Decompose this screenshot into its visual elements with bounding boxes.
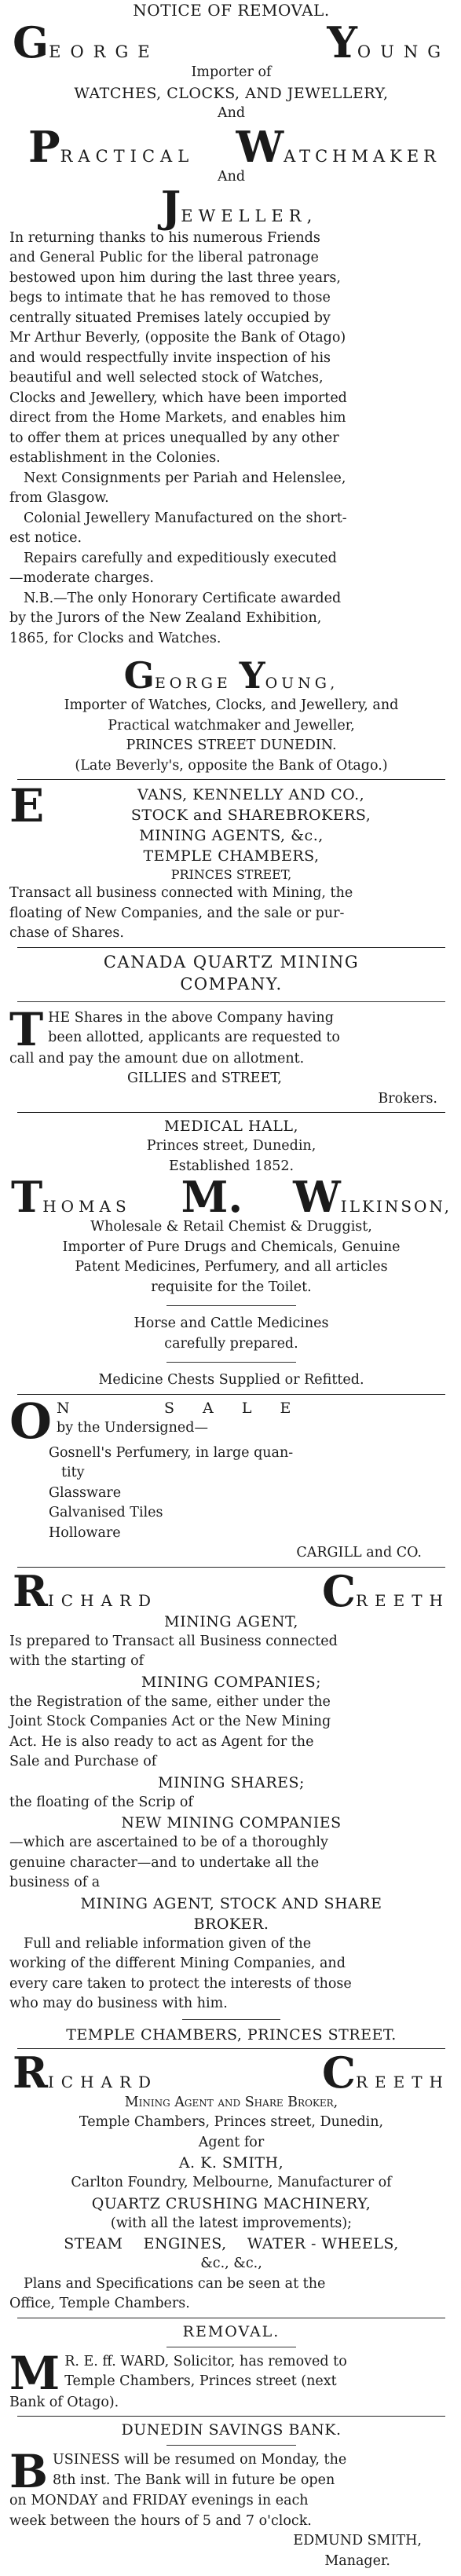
evans-body: Transact all business connected with Mining, the floating of New Companies, and the sale or pur- chase of Shares. xyxy=(9,885,353,941)
richard-creeth-ad-1: RICHARD CREETH MINING AGENT, Is prepared to Transact all Business connected with the starting of MINING COMPANIES; the Registration of the same, either under the Joint Stock Companies Act or the New Mining Act. He is also ready to act as Agent for the Sale and Purchase of MINING SHARES; the floating of the Scrip of NEW MINING COMPANIES —which are ascertained to be of a thoroughly genuine character—and to undertake all the business of a MINING AGENT, STOCK AND SHARE BROKER. Full and reliable information given of the working of the different Mining Companies, and every care taken to protect the interests of those who may do business with him. TEMPLE CHAMBERS, PRINCES STREET. xyxy=(9,1565,450,2044)
divider xyxy=(17,947,445,948)
george-young-name: GEORGE YOUNG xyxy=(13,17,450,68)
divider xyxy=(17,1112,445,1113)
practical-watchmaker: PRACTICAL WATCHMAKER xyxy=(28,122,441,172)
evans-kennelly-ad: E VANS, KENNELLY AND CO., STOCK and SHAREBROKERS, MINING AGENTS, &c., TEMPLE CHAMBERS, PRINCES STREET, Transact all business connected with Mining, the floating of New Companies, and the sale or pur- chase of Shares. xyxy=(9,785,453,944)
george-young-ad xyxy=(9,0,453,776)
divider xyxy=(17,1567,445,1568)
george-young-signature: GEORGE YOUNG, xyxy=(123,654,339,697)
importer-of: Importer of xyxy=(191,64,272,80)
savings-bank-ad: DUNEDIN SAVINGS BANK. B USINESS will be resumed on Monday, the 8th inst. The Bank will in future be open on MONDAY and FRIDAY evenings in each week between the hours of 5 and 7 o'clock. EDMUND SMITH, Manager. xyxy=(9,2421,422,2569)
divider xyxy=(17,1394,445,1395)
canada-quartz-ad: CANADA QUARTZ MINING COMPANY. T HE Shares in the above Company having been allotted, applicants are requested to call and pay the amount due on allotment. GILLIES and STREET, Brokers. xyxy=(9,951,453,1110)
intro-paragraph: In returning thanks to his numerous Friends and General Public for the liberal patronage bestowed upon him during the last three years, begs to intimate that he has removed to those centrally situated Premises lately occupied by Mr Arthur Beverly, (opposite the Bank of Otago) and would respectfully invite inspection of his beautiful and well selected stock of Watches, Clocks and Jewellery, which have been imported direct from the Home Markets, and enables him to offer them at prices unequalled by any other establishment in the Colonies. xyxy=(9,229,347,466)
and-line: And xyxy=(217,104,246,121)
and-line-2: And xyxy=(217,169,246,185)
goods-line: WATCHES, CLOCKS, AND JEWELLERY, xyxy=(74,84,389,102)
divider xyxy=(17,779,445,780)
richard-creeth-ad-2: RICHARD CREETH Mining Agent and Share Broker, Temple Chambers, Princes street, Dunedin, Agent for A. K. SMITH, Carlton Foundry, Melbourne, Manufacturer of QUARTZ CRUSHING MACHINERY, (with all the latest improvements); STEAM ENGINES, WATER - WHEELS, &c., &c., Plans and Specifications can be seen at the Office, Temple Chambers. xyxy=(9,2047,450,2311)
consignments: Next Consignments per Pariah and Helenslee, from Glasgow. xyxy=(9,470,346,506)
colonial-jewellery: Colonial Jewellery Manufactured on the short- est notice. xyxy=(9,510,347,546)
evans-drop-cap: E xyxy=(9,779,45,832)
removal-ad: REMOVAL. M R. E. ff. WARD, Solicitor, has removed to Temple Chambers, Princes street (next Bank of Otago). xyxy=(9,2322,347,2410)
repairs: Repairs carefully and expeditiously executed —moderate charges. xyxy=(9,550,337,586)
divider xyxy=(17,2048,445,2049)
certificate-note: N.B.—The only Honorary Certificate awarded by the Jurors of the New Zealand Exhibition, 1865, for Clocks and Watches. xyxy=(9,590,342,646)
thomas-wilkinson: THOMAS M. WILKINSON, xyxy=(11,1172,452,1222)
divider xyxy=(17,2416,445,2417)
notice-title: NOTICE OF REMOVAL. xyxy=(133,1,330,20)
medical-hall-ad: MEDICAL HALL, Princes street, Dunedin, Established 1852. THOMAS M. WILKINSON, Wholesale & Retail Chemist & Druggist, Importer of Pure Drugs and Chemicals, Genuine Patent Medicines, Perfumery, and all articles requisite for the Toilet. Horse and Cattle Medicines carefully prepared. Medicine Chests Supplied or Refitted. xyxy=(11,1118,452,1388)
on-sale-ad: O N S A L E by the Undersigned— Gosnell's Perfumery, in large quan- tity Glassware Galvanised Tiles Holloware CARGILL and CO. xyxy=(9,1392,422,1561)
jeweller: JEWELLER, xyxy=(160,181,318,232)
george-young-address: Importer of Watches, Clocks, and Jewellery, and Practical watchmaker and Jeweller, PRINCES STREET DUNEDIN. (Late Beverly's, opposite the Bank of Otago.) xyxy=(64,697,399,774)
